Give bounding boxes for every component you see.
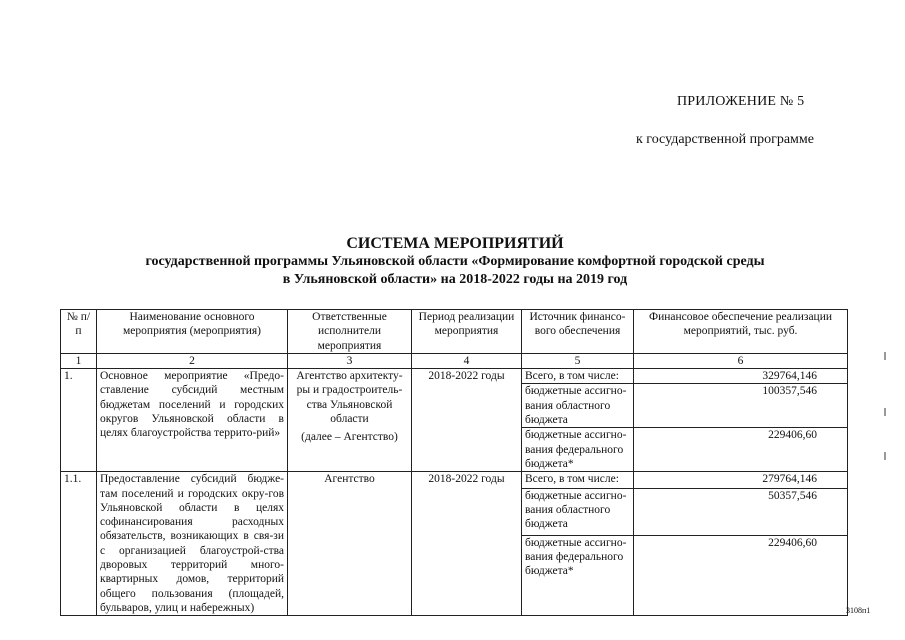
scan-mark — [884, 408, 886, 416]
source-label: бюджетные ассигно-вания областного бюджета — [522, 488, 634, 535]
measure-name: Основное мероприятие «Предо-ставление субсидий местным бюджетам поселений и городских округов Ульяновской области в целях благоустройства террито-рий» — [97, 369, 288, 472]
header-responsible: Ответственные исполнители мероприятия — [288, 310, 412, 354]
measures-table — [60, 309, 848, 616]
table-row — [61, 369, 848, 384]
header-finance: Финансовое обеспечение реализации мероприятий, тыс. руб. — [634, 310, 848, 354]
column-number: 6 — [634, 353, 848, 368]
document-title — [60, 234, 850, 289]
header-num: № п/п — [61, 310, 97, 354]
period-cell: 2018-2022 годы — [412, 369, 522, 472]
measure-name: Предоставление субсидий бюдже-там поселений и городских окру-гов Ульяновской области в целях софинансирования расходных обязательств, возникающих в свя-зи с организацией благоустрой-ства дворовых территорий много-квартирных домов, территорий общего пользования (площадей, бульваров, улиц и набережных) — [97, 472, 288, 616]
title-line-2: в Ульяновской области» на 2018-2022 годы на 2019 год — [282, 272, 628, 287]
finance-value: 279764,146 — [634, 472, 848, 488]
finance-value: 229406,60 — [634, 428, 848, 472]
title-main: СИСТЕМА МЕРОПРИЯТИЙ — [346, 235, 564, 252]
scan-mark — [884, 452, 886, 460]
period-cell: 2018-2022 годы — [412, 472, 522, 616]
header-row — [61, 310, 848, 354]
column-numbers-row — [61, 353, 848, 368]
header-period: Период реализации мероприятия — [412, 310, 522, 354]
source-label: бюджетные ассигно-вания областного бюджета — [522, 384, 634, 428]
finance-value: 329764,146 — [634, 369, 848, 384]
source-label: бюджетные ассигно-вания федерального бюджета* — [522, 535, 634, 615]
finance-value: 229406,60 — [634, 535, 848, 615]
source-label: Всего, в том числе: — [522, 369, 634, 384]
responsible-name: Агентство архитекту-ры и градостроитель-ства Ульяновской области — [296, 370, 403, 426]
footer-code: 3108п1 — [846, 606, 871, 615]
appendix-subtitle: к государственной программе — [636, 132, 814, 147]
table-row — [61, 472, 848, 488]
source-label: Всего, в том числе: — [522, 472, 634, 488]
appendix-label: ПРИЛОЖЕНИЕ № 5 — [677, 94, 805, 109]
responsible-cell: Агентство — [288, 472, 412, 616]
source-label: бюджетные ассигно-вания федерального бюджета* — [522, 428, 634, 472]
finance-value: 100357,546 — [634, 384, 848, 428]
responsible-note: (далее – Агентство) — [301, 431, 398, 444]
row-number: 1. — [61, 369, 97, 472]
row-number: 1.1. — [61, 472, 97, 616]
responsible-cell — [288, 369, 412, 472]
header-name: Наименование основного мероприятия (мероприятия) — [97, 310, 288, 354]
header-source: Источник финансо-вого обеспечения — [522, 310, 634, 354]
finance-value: 50357,546 — [634, 488, 848, 535]
column-number: 5 — [522, 353, 634, 368]
column-number: 2 — [97, 353, 288, 368]
title-line-1: государственной программы Ульяновской области «Формирование комфортной городской среды — [145, 254, 765, 269]
scan-mark — [884, 352, 886, 360]
column-number: 4 — [412, 353, 522, 368]
column-number: 3 — [288, 353, 412, 368]
column-number: 1 — [61, 353, 97, 368]
